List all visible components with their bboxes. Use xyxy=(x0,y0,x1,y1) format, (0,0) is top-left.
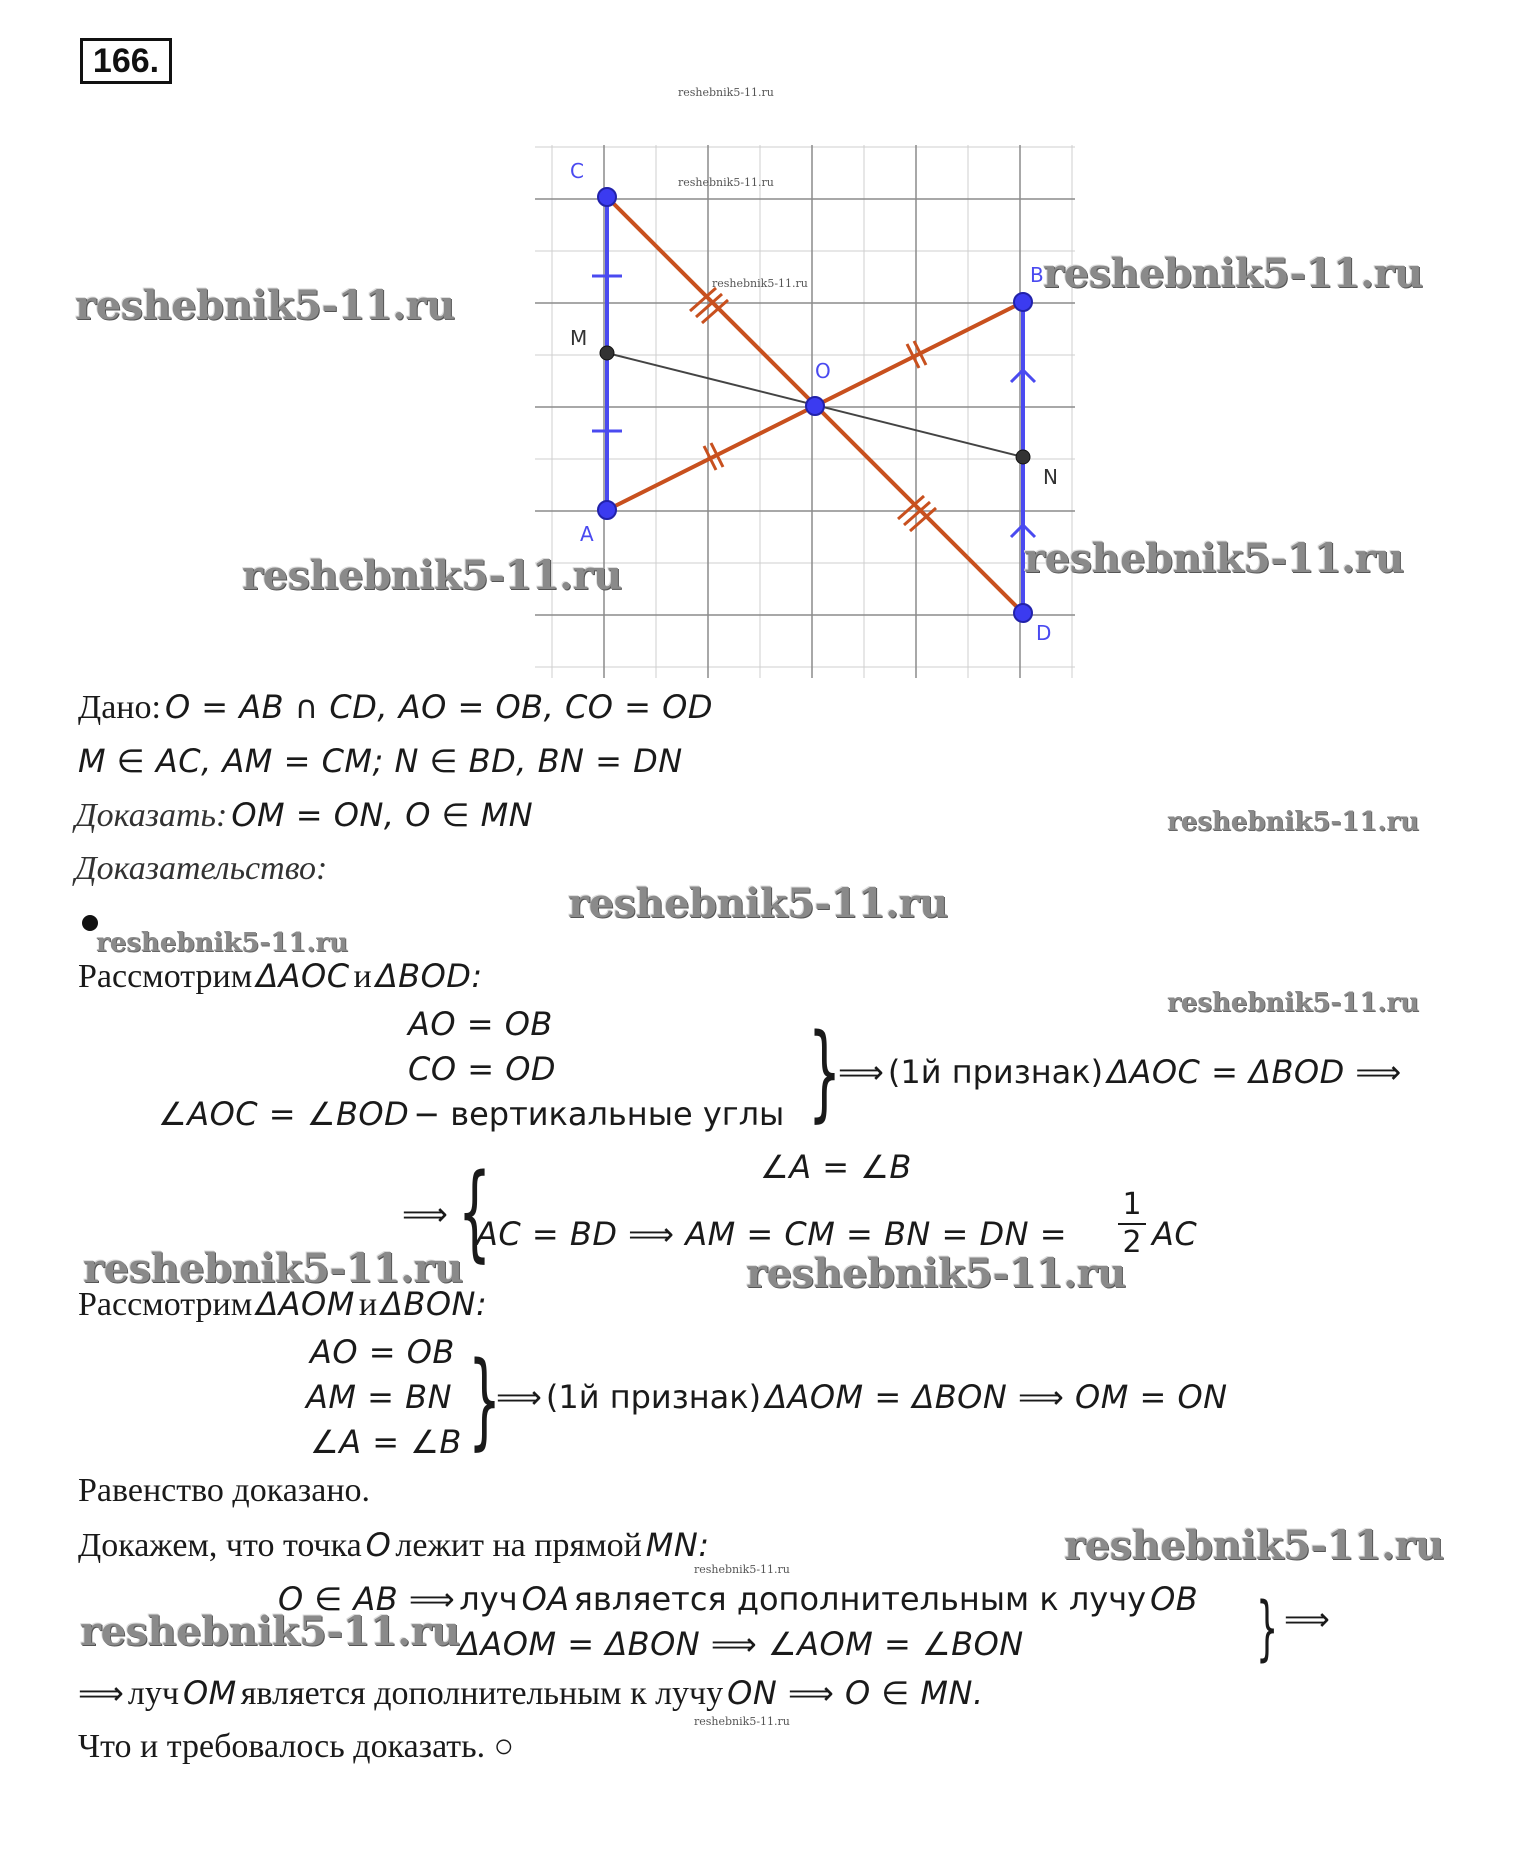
watermark-9: reshebnik5-11.ru xyxy=(83,1245,463,1292)
step2-line-2: AC = BD ⟹ AM = CM = BN = DN = xyxy=(476,1215,1068,1253)
label-point-n: N xyxy=(1043,465,1058,489)
geometry-figure xyxy=(530,140,1090,680)
watermark-12: reshebnik5-11.ru xyxy=(80,1608,460,1655)
watermark-figure-2: reshebnik5-11.ru xyxy=(712,277,808,290)
step3-cond-1: AO = OB xyxy=(310,1333,455,1371)
label-point-o: O xyxy=(815,359,831,383)
label-point-c: C xyxy=(570,159,584,183)
consider-aom-bon: Рассмотрим ΔAOM и ΔBON: xyxy=(78,1285,488,1323)
watermark-3: reshebnik5-11.ru xyxy=(242,552,622,599)
fraction-numerator: 1 xyxy=(1122,1187,1142,1222)
prove-line xyxy=(75,796,533,835)
consider-aoc-bod: Рассмотрим ΔAOC и ΔBOD: xyxy=(78,957,483,995)
watermark-small: reshebnik5-11.ru xyxy=(678,86,774,99)
step2-left-brace: { xyxy=(458,1151,492,1273)
step1-cond-1: AO = OB xyxy=(408,1005,553,1043)
step4-intro: Докажем, что точка O лежит на прямой MN: xyxy=(78,1526,710,1564)
given-math-2: M ∈ AC, AM = CM; N ∈ BD, BN = DN xyxy=(78,742,683,780)
equality-proved: Равенство доказано. xyxy=(78,1472,371,1509)
watermark-small-2: reshebnik5-11.ru xyxy=(694,1563,790,1576)
given-line-1 xyxy=(78,688,713,727)
step2-line-1: ∠A = ∠B xyxy=(760,1148,912,1186)
step1-cond-2: CO = OD xyxy=(408,1050,557,1088)
watermark-11: reshebnik5-11.ru xyxy=(1064,1522,1444,1569)
watermark-5: reshebnik5-11.ru xyxy=(1167,807,1420,837)
label-point-a: A xyxy=(580,522,594,546)
step4-right-brace: } xyxy=(1256,1587,1279,1669)
step3-cond-2: AM = BN xyxy=(306,1378,453,1416)
watermark-4: reshebnik5-11.ru xyxy=(1024,535,1404,582)
step3-cond-3: ∠A = ∠B xyxy=(310,1423,462,1461)
step1-result: ⟹ (1й признак) ΔAOC = ΔBOD ⟹ xyxy=(838,1053,1402,1091)
prove-math: OM = ON, O ∈ MN xyxy=(231,796,534,834)
given-math-1: O = AB ∩ CD, AO = OB, CO = OD xyxy=(164,688,713,726)
watermark-figure-1: reshebnik5-11.ru xyxy=(678,176,774,189)
label-point-m: M xyxy=(570,326,588,350)
qed-line: Что и требовалось доказать. ○ xyxy=(78,1728,515,1765)
step2-line-2-end: AC xyxy=(1152,1215,1198,1253)
step4-row-1: O ∈ AB ⟹ луч OA является дополнительным к лучу OB xyxy=(278,1580,1199,1618)
step4-row-2: ΔAOM = ΔBON ⟹ ∠AOM = ∠BON xyxy=(458,1625,1024,1663)
step3-result: ⟹ (1й признак) ΔAOM = ΔBON ⟹ OM = ON xyxy=(496,1378,1228,1416)
watermark-small-3: reshebnik5-11.ru xyxy=(694,1715,790,1728)
watermark-1: reshebnik5-11.ru xyxy=(75,282,455,329)
step4-arrow: ⟹ xyxy=(1284,1600,1330,1638)
watermark-10: reshebnik5-11.ru xyxy=(746,1250,1126,1297)
watermark-2: reshebnik5-11.ru xyxy=(1043,250,1423,297)
step1-cond-3: ∠AOC = ∠BOD − вертикальные углы xyxy=(158,1095,785,1133)
proof-label: Доказательство: xyxy=(75,850,328,887)
label-point-d: D xyxy=(1036,621,1052,645)
given-line-2 xyxy=(78,742,683,780)
watermark-6: reshebnik5-11.ru xyxy=(568,880,948,927)
problem-number: 166. xyxy=(80,38,172,84)
step5-line: ⟹ луч OM является дополнительным к лучу ON ⟹ O ∈ MN. xyxy=(78,1674,984,1712)
step3-right-brace: } xyxy=(468,1339,502,1461)
prove-label: Доказать: xyxy=(75,797,228,834)
watermark-8: reshebnik5-11.ru xyxy=(1167,988,1420,1018)
watermark-7: reshebnik5-11.ru xyxy=(96,928,349,958)
fraction-denominator: 2 xyxy=(1122,1225,1142,1260)
given-label: Дано: xyxy=(78,689,161,726)
step1-right-brace: } xyxy=(808,1011,842,1133)
step2-arrow: ⟹ xyxy=(402,1195,448,1233)
label-point-b: B xyxy=(1030,263,1044,287)
